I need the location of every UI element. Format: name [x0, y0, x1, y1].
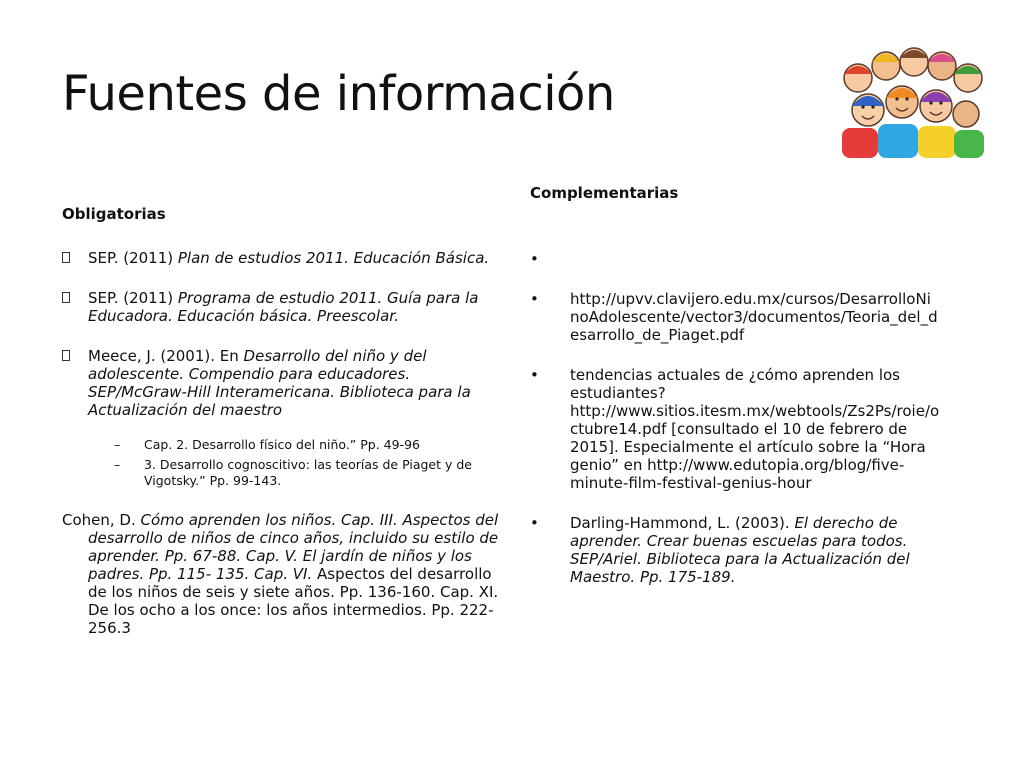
piaget-url: http://upvv.clavijero.edu.mx/cursos/DesarrolloNinoAdolescente/vector3/documentos/Teoria_del_desarrollo_de_Piaget.pdf	[570, 290, 938, 344]
reference-text: Meece, J. (2001). En	[88, 347, 244, 365]
reference-title: Plan de estudios 2011. Educación Básica.	[177, 249, 490, 267]
reference-text: Darling-Hammond, L. (2003).	[570, 514, 795, 532]
dash-icon: –	[114, 437, 121, 452]
group-of-children-icon	[838, 44, 984, 158]
cohen-reference	[62, 511, 502, 637]
reference-text: SEP. (2011)	[88, 249, 178, 267]
reference-title: Cómo aprenden los niños. Cap. III. Aspectos del desarrollo de niños de cinco años, incluido su estilo de aprender. Pp. 67-88. Cap. V. El jardín de niños y los padres. Pp. 115- 135. Cap. VI.	[88, 511, 499, 583]
bullet-icon: •	[530, 290, 539, 308]
reference-item	[62, 249, 502, 267]
bullet-icon: •	[530, 366, 539, 384]
chapter-item	[62, 457, 502, 489]
chapter-text: Cap. 2. Desarrollo físico del niño.” Pp. 49-96	[144, 437, 420, 452]
empty-list-item	[530, 250, 940, 268]
reference-text: SEP. (2011)	[88, 289, 178, 307]
dash-icon: –	[114, 457, 121, 472]
chapter-item	[62, 437, 502, 453]
reference-title: Programa de estudio 2011. Guía para la Educadora. Educación básica. Preescolar.	[88, 289, 479, 325]
required-heading: Obligatorias	[62, 205, 166, 223]
complementary-sources-column	[530, 184, 940, 608]
reference-text: Aspectos del desarrollo de los niños de seis y siete años. Pp. 136-160. Cap. XI. De los ocho a los once: los años intermedios. Pp. 222-256.3	[88, 565, 499, 637]
list-item	[530, 514, 940, 586]
tendencias-text: tendencias actuales de ¿cómo aprenden los estudiantes? http://www.sitios.itesm.mx/webtools/Zs2Ps/roie/octubre14.pdf [consultado el 10 de febrero de 2015]. Especialmente el artículo sobre la “Hora genio” en http://www.edutopia.org/blog/five-minute-film-festival-genius-hour	[570, 366, 940, 492]
reference-title: El derecho de aprender. Crear buenas escuelas para todos. SEP/Ariel. Biblioteca para la Actualización del Maestro. Pp. 175-189.	[570, 514, 910, 586]
bullet-icon: •	[530, 514, 539, 532]
missing-glyph-icon	[62, 347, 76, 365]
reference-title: Desarrollo del niño y del adolescente. Compendio para educadores. SEP/McGraw-Hill Interamericana. Biblioteca para la Actualización del maestro	[88, 347, 471, 419]
missing-glyph-icon	[62, 249, 76, 267]
required-sources-column	[62, 205, 502, 637]
list-item	[530, 366, 940, 492]
list-item	[530, 290, 940, 344]
chapter-text: 3. Desarrollo cognoscitivo: las teorías de Piaget y de Vigotsky.” Pp. 99-143.	[144, 457, 472, 488]
slide-title: Fuentes de información	[62, 66, 615, 122]
chapter-list	[62, 437, 502, 489]
complementary-heading: Complementarias	[530, 184, 679, 202]
missing-glyph-icon	[62, 289, 76, 307]
reference-text: Cohen, D.	[62, 511, 141, 529]
reference-item	[62, 347, 502, 419]
bullet-icon: •	[530, 250, 539, 268]
reference-item	[62, 289, 502, 325]
